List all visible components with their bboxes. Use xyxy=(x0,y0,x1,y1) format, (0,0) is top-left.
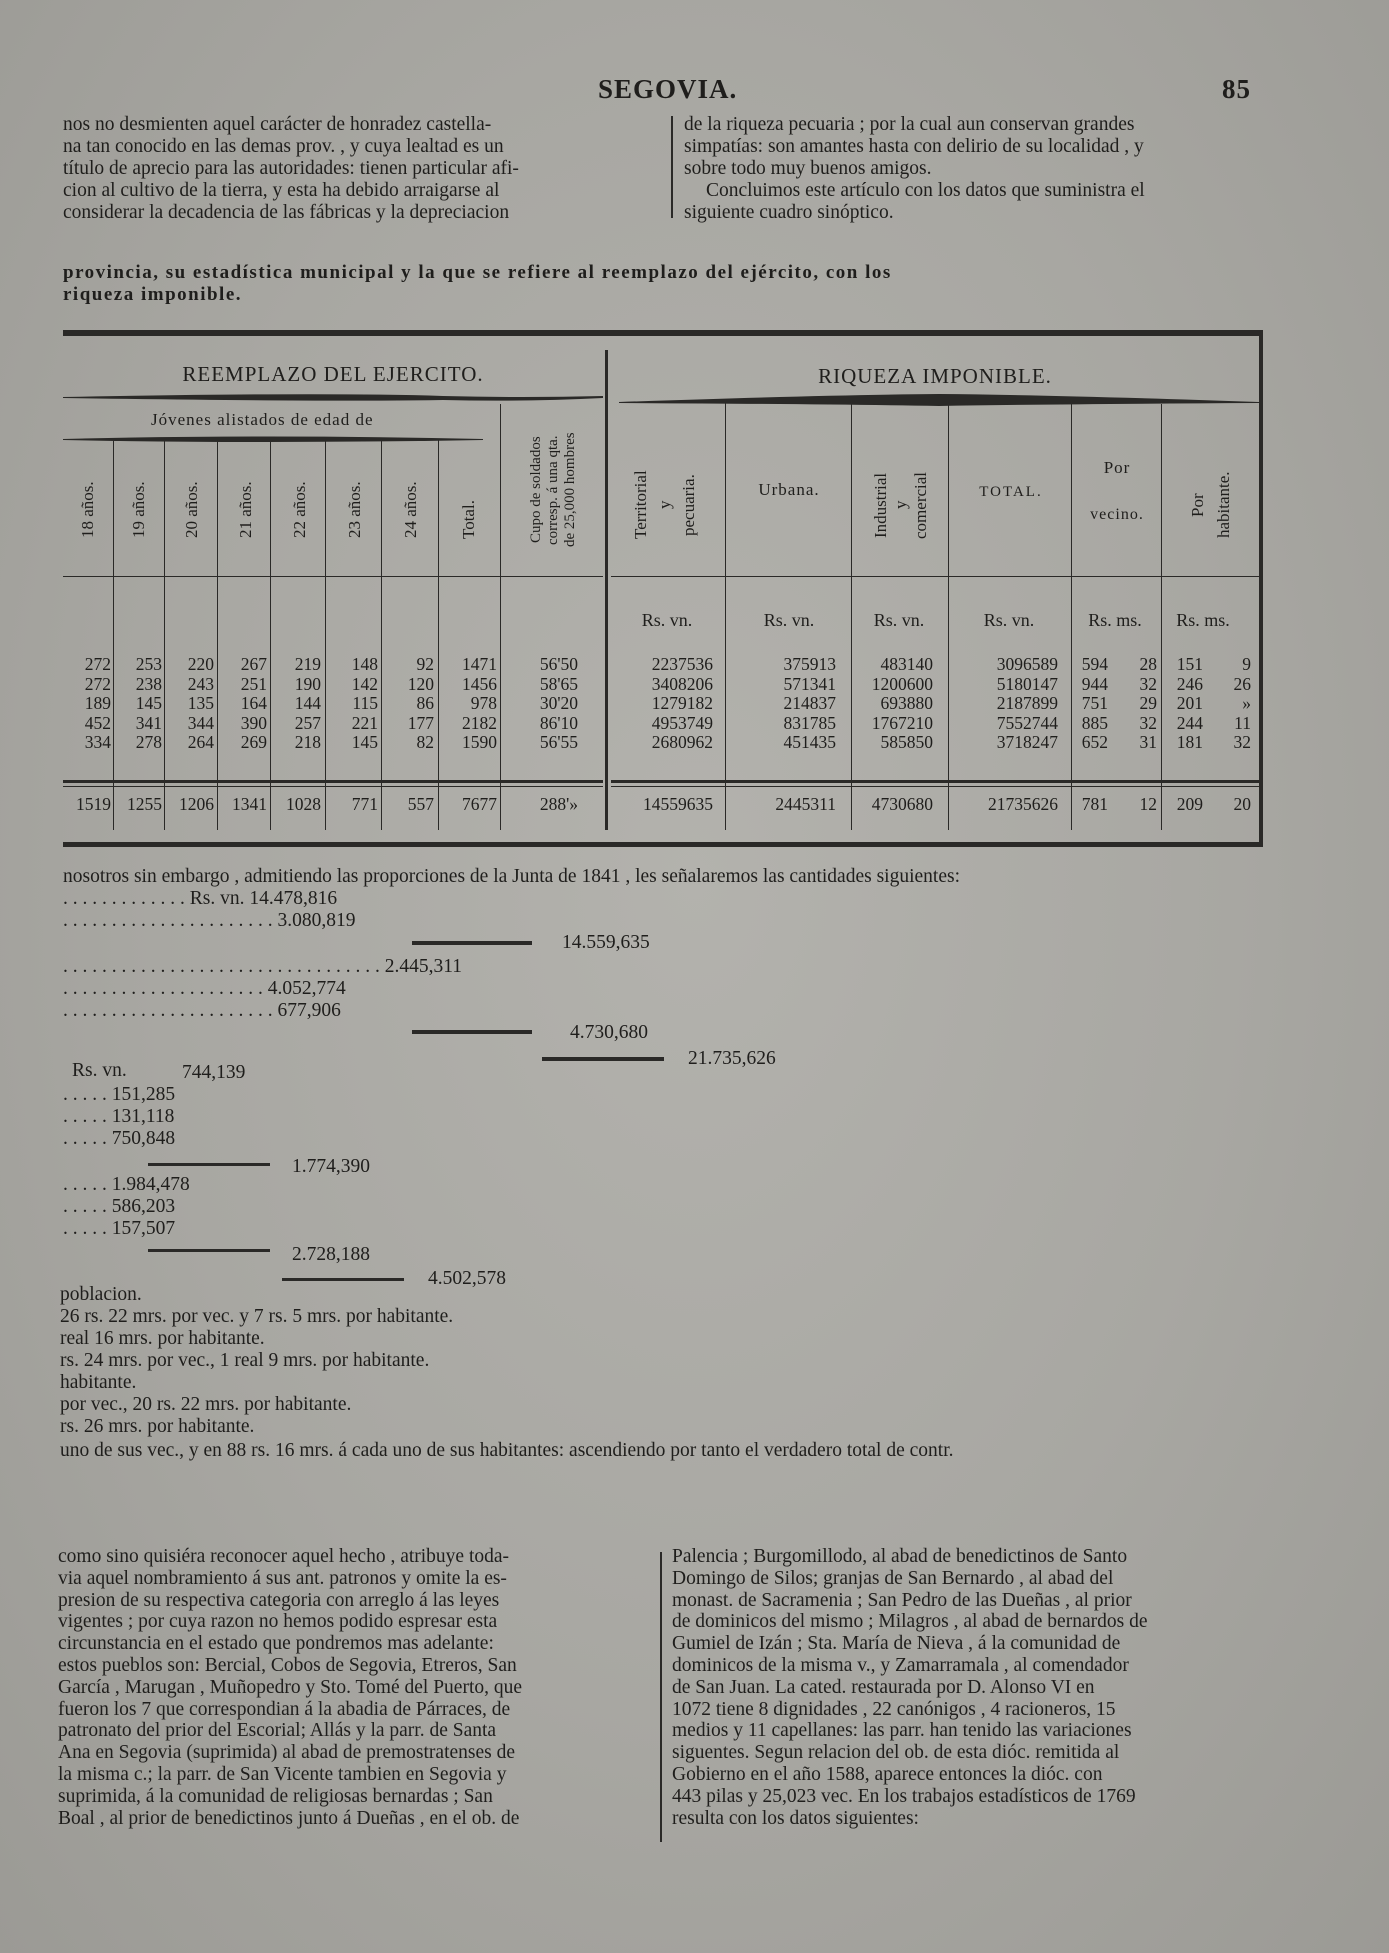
table-cell: 978 xyxy=(470,693,497,713)
table-total-cell: 781 xyxy=(1081,794,1108,814)
table-total-cell: 1255 xyxy=(127,794,162,814)
text-line: vigentes ; por cuya razon no hemos podido espresar esta xyxy=(58,1611,498,1633)
unit-label: Rs. vn. xyxy=(641,610,693,630)
table-cell: 1279182 xyxy=(651,693,713,713)
text-line: 1072 tiene 8 dignidades , 22 canónigos , 4 racioneros, 15 xyxy=(672,1698,1116,1720)
header-age-22: 22 años. xyxy=(290,481,309,539)
table-cell: » xyxy=(1242,693,1251,713)
text-line: fueron los 7 que correspondian á la abadia de Párraces, de xyxy=(58,1698,511,1720)
table-cell: 1456 xyxy=(462,673,497,694)
text-line: Gobierno en el año 1588, aparece entonces la dióc. con xyxy=(672,1763,1103,1785)
tail-line: real 16 mrs. por habitante. xyxy=(60,1328,265,1349)
header-territorial: Territorial y pecuaria. xyxy=(631,470,698,540)
calc-line: . . . . . 151,285 xyxy=(63,1084,176,1105)
text-line: na tan conocido en las demas prov. , y cuya lealtad es un xyxy=(63,136,504,157)
header-age-24: 24 años. xyxy=(401,481,420,539)
table-cell: 26 xyxy=(1233,673,1251,694)
header-age-18: 18 años. xyxy=(78,481,97,539)
table-cell: 2237536 xyxy=(651,654,713,674)
table-cell: 11 xyxy=(1234,712,1251,733)
table-cell: 5180147 xyxy=(996,673,1058,694)
table-total-cell: 557 xyxy=(407,794,434,814)
tail-line: rs. 26 mrs. por habitante. xyxy=(60,1416,255,1437)
table-cell: 201 xyxy=(1176,693,1203,713)
calc-intro: nosotros sin embargo , admitiendo las proporciones de la Junta de 1841 , les señalaremos las cantidades siguientes: xyxy=(63,866,960,887)
group-riqueza-heading: RIQUEZA IMPONIBLE. xyxy=(818,364,1052,388)
column-divider xyxy=(660,1552,662,1842)
table-right-border xyxy=(1259,330,1263,847)
tail-line: uno de sus vec., y en 88 rs. 16 mrs. á cada uno de sus habitantes: ascendiendo por tanto el verdadero total de contr. xyxy=(60,1440,954,1461)
totals-rule xyxy=(611,786,1259,787)
text-line: siguiente cuadro sinóptico. xyxy=(684,202,894,223)
table-total-cell: 12 xyxy=(1139,794,1157,814)
text-line: Domingo de Silos; granjas de San Bernardo , al abad del xyxy=(672,1567,1114,1589)
table-cell: 86 xyxy=(416,693,434,713)
calc-value: 744,139 xyxy=(182,1062,246,1083)
table-cell: 86'10 xyxy=(539,712,578,733)
text-line: presion de su respectiva categoria con arreglo á las leyes xyxy=(58,1589,500,1611)
tail-line: 26 rs. 22 mrs. por vec. y 7 rs. 5 mrs. por habitante. xyxy=(60,1306,454,1327)
col-line xyxy=(948,400,949,830)
header-total-riqueza: TOTAL. xyxy=(979,484,1043,500)
table-cell: 2680962 xyxy=(651,732,713,752)
header-por-vecino-2: vecino. xyxy=(1090,506,1144,523)
col-line xyxy=(270,440,271,830)
table-title-line: provincia, su estadística municipal y la que se refiere al reemplazo del ejército, con los xyxy=(63,262,892,283)
unit-label: Rs. ms. xyxy=(1176,610,1230,630)
text-line: considerar la decadencia de las fábricas y la depreciacion xyxy=(63,202,510,223)
text-line: estos pueblos son: Bercial, Cobos de Segovia, Etreros, San xyxy=(58,1654,517,1676)
text-line: de dominicos del mismo ; Milagros , al abad de bernardos de xyxy=(672,1611,1148,1633)
text-line: nos no desmienten aquel carácter de honradez castella- xyxy=(63,114,492,135)
sum-rule xyxy=(412,941,532,945)
col-line xyxy=(381,440,382,830)
table-cell: 272 xyxy=(84,673,111,694)
table-cell: 56'55 xyxy=(539,732,578,752)
table-cell: 29 xyxy=(1139,693,1157,713)
sum-rule xyxy=(412,1030,532,1034)
table-total-cell: 4730680 xyxy=(871,794,933,814)
group-reemplazo-heading: REEMPLAZO DEL EJERCITO. xyxy=(182,362,484,386)
col-line xyxy=(325,440,326,830)
table-cell: 264 xyxy=(187,732,214,752)
sum-rule xyxy=(282,1278,404,1281)
tail-line: rs. 24 mrs. por vec., 1 real 9 mrs. por habitante. xyxy=(60,1350,430,1371)
table-total-cell: 21735626 xyxy=(988,794,1058,814)
table-cell: 148 xyxy=(351,654,378,674)
table-cell: 144 xyxy=(294,693,321,713)
table-title-line: riqueza imponible. xyxy=(63,284,243,305)
header-total-alistados: Total. xyxy=(459,500,478,540)
table-cell: 334 xyxy=(84,732,111,752)
table-cell: 120 xyxy=(407,673,434,694)
table-cell: 278 xyxy=(135,732,162,752)
table-cell: 253 xyxy=(135,654,162,674)
table-cell: 3408206 xyxy=(651,673,713,694)
table-title xyxy=(63,262,1123,306)
table-cell: 451435 xyxy=(783,732,836,752)
text-line: circunstancia en el estado que pondremos mas adelante: xyxy=(58,1633,494,1655)
table-total-cell: 1519 xyxy=(76,794,111,814)
table-cell: 32 xyxy=(1139,673,1157,694)
tail-line: habitante. xyxy=(60,1372,137,1393)
table-cell: 1767210 xyxy=(871,712,933,733)
text-line: 443 pilas y 25,023 vec. En los trabajos estadísticos de 1769 xyxy=(672,1785,1136,1807)
header-urbana: Urbana. xyxy=(758,480,820,499)
table-cell: 244 xyxy=(1176,712,1203,733)
text-line: Gumiel de Izán ; Sta. María de Nieva , á la comunidad de xyxy=(672,1633,1121,1655)
text-line: Boal , al prior de benedictinos junto á Dueñas , en el ob. de xyxy=(58,1807,520,1829)
table-cell: 652 xyxy=(1081,732,1108,752)
table-cell: 3718247 xyxy=(996,732,1058,752)
col-line xyxy=(725,402,726,830)
text-line: resulta con los datos siguientes: xyxy=(672,1807,919,1829)
table-cell: 28 xyxy=(1139,654,1157,674)
calc-line: . . . . . 157,507 xyxy=(63,1218,176,1239)
text-line: via aquel nombramiento á sus ant. patronos y omite la es- xyxy=(58,1567,507,1589)
table-cell: 4953749 xyxy=(651,712,713,733)
col-line xyxy=(438,440,439,830)
calc-value: 4.502,578 xyxy=(428,1268,506,1289)
table-cell: 135 xyxy=(187,693,214,713)
table-cell: 269 xyxy=(240,732,267,752)
header-rule xyxy=(611,576,1259,577)
table-cell: 58'65 xyxy=(539,673,578,694)
table-total-cell: 1341 xyxy=(232,794,267,814)
calc-line: . . . . . 750,848 xyxy=(63,1128,176,1149)
calc-line: . . . . . 1.984,478 xyxy=(63,1174,190,1195)
calc-line: . . . . . 586,203 xyxy=(63,1196,176,1217)
header-age-21: 21 años. xyxy=(236,481,255,539)
table-cell: 177 xyxy=(407,712,434,733)
col-line xyxy=(217,440,218,830)
calc-value: 2.728,188 xyxy=(292,1244,370,1265)
table-cell: 751 xyxy=(1081,693,1108,713)
table-cell: 585850 xyxy=(880,732,933,752)
table-cell: 693880 xyxy=(880,693,933,713)
table-cell: 238 xyxy=(135,673,162,694)
text-line: suprimida, á la comunidad de religiosas bernardas ; San xyxy=(58,1785,493,1807)
header-age-19: 19 años. xyxy=(129,481,148,539)
table-cell: 32 xyxy=(1233,732,1251,752)
tail-line: poblacion. xyxy=(60,1284,142,1305)
table-cell: 151 xyxy=(1176,654,1203,674)
page-title: SEGOVIA. xyxy=(598,74,738,104)
table-cell: 30'20 xyxy=(539,693,578,713)
calc-line: . . . . . 131,118 xyxy=(63,1106,175,1127)
text-line: de San Juan. La cated. restaurada por D. Alonso VI en xyxy=(672,1676,1095,1698)
subgroup-jovenes-heading: Jóvenes alistados de edad de xyxy=(151,410,374,429)
table-total-cell: 14559635 xyxy=(643,794,713,814)
column-divider xyxy=(671,116,673,218)
header-cupo: Cupo de soldados corresp. á una qta. de 25,000 hombres xyxy=(528,432,578,548)
table-cell: 115 xyxy=(352,693,378,713)
bottom-right-column xyxy=(672,1546,1270,1829)
table-total-cell: 7677 xyxy=(462,794,497,814)
page-number: 85 xyxy=(1222,74,1251,104)
table-cell: 341 xyxy=(135,712,162,733)
table-cell: 189 xyxy=(84,693,111,713)
text-line: García , Marugan , Muñopedro y Sto. Tomé del Puerto, que xyxy=(58,1676,523,1698)
table-cell: 267 xyxy=(240,654,267,674)
table-cell: 214837 xyxy=(783,693,836,713)
table-cell: 3096589 xyxy=(996,654,1058,674)
tail-line: por vec., 20 rs. 22 mrs. por habitante. xyxy=(60,1394,352,1415)
top-left-column xyxy=(63,114,658,224)
unit-label: Rs. vn. xyxy=(873,610,925,630)
table-cell: 344 xyxy=(187,712,214,733)
table-total-cell: 209 xyxy=(1176,794,1203,814)
header-por-vecino: Por xyxy=(1103,458,1131,477)
calc-unit: Rs. vn. xyxy=(72,1060,127,1081)
table-cell: 7552744 xyxy=(996,712,1058,733)
table-cell: 181 xyxy=(1176,732,1203,752)
header-age-20: 20 años. xyxy=(182,481,201,539)
swell-rule-reemplazo xyxy=(63,390,603,404)
table-cell: 92 xyxy=(416,654,434,674)
text-line: monast. de Sacramenia ; San Pedro de las Dueñas , al prior xyxy=(672,1589,1132,1611)
sum-rule xyxy=(542,1057,664,1061)
table-cell: 218 xyxy=(294,732,321,752)
calc-line: . . . . . . . . . . . . . . . . . . . . . . 3.080,819 xyxy=(63,910,356,931)
text-line: sobre todo muy buenos amigos. xyxy=(684,158,932,179)
col-line xyxy=(851,400,852,830)
calc-line: . . . . . . . . . . . . . Rs. vn. 14.478,816 xyxy=(63,888,338,909)
text-line: dominicos de la misma v., y Zamarramala , al comendador xyxy=(672,1654,1129,1676)
text-line: Ana en Segovia (suprimida) al abad de premostratenses de xyxy=(58,1742,516,1764)
table-cell: 9 xyxy=(1242,654,1251,674)
table-cell: 2182 xyxy=(462,712,497,733)
table-cell: 1590 xyxy=(462,732,497,752)
table-cell: 1200600 xyxy=(871,673,933,694)
table-cell: 1471 xyxy=(462,654,497,674)
text-line: Palencia ; Burgomillodo, al abad de benedictinos de Santo xyxy=(672,1546,1128,1567)
header-age-23: 23 años. xyxy=(345,481,364,539)
group-divider xyxy=(605,350,608,830)
calc-value: 4.730,680 xyxy=(570,1022,648,1043)
table-top-border xyxy=(63,330,1263,336)
col-line xyxy=(500,404,501,830)
bottom-left-column xyxy=(58,1546,646,1829)
table-cell: 220 xyxy=(187,654,214,674)
text-line: de la riqueza pecuaria ; por la cual aun conservan grandes xyxy=(684,114,1135,135)
table-cell: 483140 xyxy=(880,654,933,674)
table-cell: 31 xyxy=(1139,732,1157,752)
calc-grand-value: 21.735,626 xyxy=(688,1048,776,1069)
table-cell: 375913 xyxy=(783,654,836,674)
col-line xyxy=(113,440,114,830)
table-bottom-border xyxy=(63,842,1263,847)
text-line: la misma c.; la parr. de San Vicente tambien en Segovia y xyxy=(58,1763,507,1785)
table-total-cell: 771 xyxy=(351,794,378,814)
text-line: simpatías: son amantes hasta con delirio de su localidad , y xyxy=(684,136,1144,157)
table-cell: 944 xyxy=(1081,673,1108,694)
header-por-habitante: Por habitante. xyxy=(1188,471,1233,539)
swell-rule-jovenes xyxy=(63,434,483,444)
table-cell: 452 xyxy=(84,712,111,733)
calc-value: 14.559,635 xyxy=(562,932,650,953)
table-cell: 145 xyxy=(351,732,378,752)
text-line: cion al cultivo de la tierra, y esta ha debido arraigarse al xyxy=(63,180,500,201)
unit-label: Rs. ms. xyxy=(1088,610,1142,630)
unit-label: Rs. vn. xyxy=(983,610,1035,630)
table-cell: 2187899 xyxy=(996,693,1058,713)
table-total-cell: 2445311 xyxy=(775,794,836,814)
header-industrial: Industrial y comercial xyxy=(871,471,930,539)
swell-rule-riqueza xyxy=(619,392,1259,408)
synoptic-table xyxy=(63,330,1263,850)
text-line: como sino quisiéra reconocer aquel hecho , atribuye toda- xyxy=(58,1546,510,1567)
table-cell: 145 xyxy=(135,693,162,713)
table-cell: 390 xyxy=(240,712,267,733)
text-line: siguentes. Segun relacion del ob. de esta dióc. remitida al xyxy=(672,1742,1120,1764)
table-total-cell: 288'» xyxy=(539,794,578,814)
table-cell: 243 xyxy=(187,673,214,694)
table-cell: 219 xyxy=(294,654,321,674)
calc-line: . . . . . . . . . . . . . . . . . . . . . . . . . . . . . . . . . 2.445,311 xyxy=(63,956,463,977)
text-line: patronato del prior del Escorial; Allás y la parr. de Santa xyxy=(58,1720,497,1742)
sum-rule xyxy=(148,1163,270,1166)
table-cell: 221 xyxy=(351,712,378,733)
table-cell: 257 xyxy=(294,712,321,733)
text-line: Concluimos este artículo con los datos que suministra el xyxy=(706,180,1145,201)
totals-rule xyxy=(611,780,1259,783)
text-line: medios y 11 capellanes: las parr. han tenido las variaciones xyxy=(672,1720,1132,1742)
table-cell: 164 xyxy=(240,693,267,713)
totals-rule xyxy=(63,780,603,783)
table-cell: 32 xyxy=(1139,712,1157,733)
table-cell: 831785 xyxy=(783,712,836,733)
text-line: título de aprecio para las autoridades: tienen particular afi- xyxy=(63,158,519,179)
calc-line: . . . . . . . . . . . . . . . . . . . . . . 677,906 xyxy=(63,1000,341,1021)
col-line xyxy=(164,440,165,830)
calc-line: . . . . . . . . . . . . . . . . . . . . . 4.052,774 xyxy=(63,978,346,999)
unit-label: Rs. vn. xyxy=(763,610,815,630)
totals-rule xyxy=(63,786,603,787)
table-cell: 142 xyxy=(351,673,378,694)
header-rule xyxy=(63,576,603,577)
table-total-cell: 1028 xyxy=(286,794,321,814)
table-cell: 251 xyxy=(240,673,267,694)
table-cell: 885 xyxy=(1081,712,1108,733)
table-cell: 190 xyxy=(294,673,321,694)
top-right-column xyxy=(684,114,1269,224)
table-total-cell: 20 xyxy=(1233,794,1251,814)
table-cell: 246 xyxy=(1176,673,1203,694)
table-cell: 56'50 xyxy=(539,654,578,674)
sum-rule xyxy=(148,1249,270,1252)
table-total-cell: 1206 xyxy=(179,794,214,814)
table-cell: 82 xyxy=(416,732,434,752)
table-cell: 272 xyxy=(84,654,111,674)
table-cell: 571341 xyxy=(783,673,836,694)
table-cell: 594 xyxy=(1081,654,1108,674)
calc-value: 1.774,390 xyxy=(292,1156,370,1177)
